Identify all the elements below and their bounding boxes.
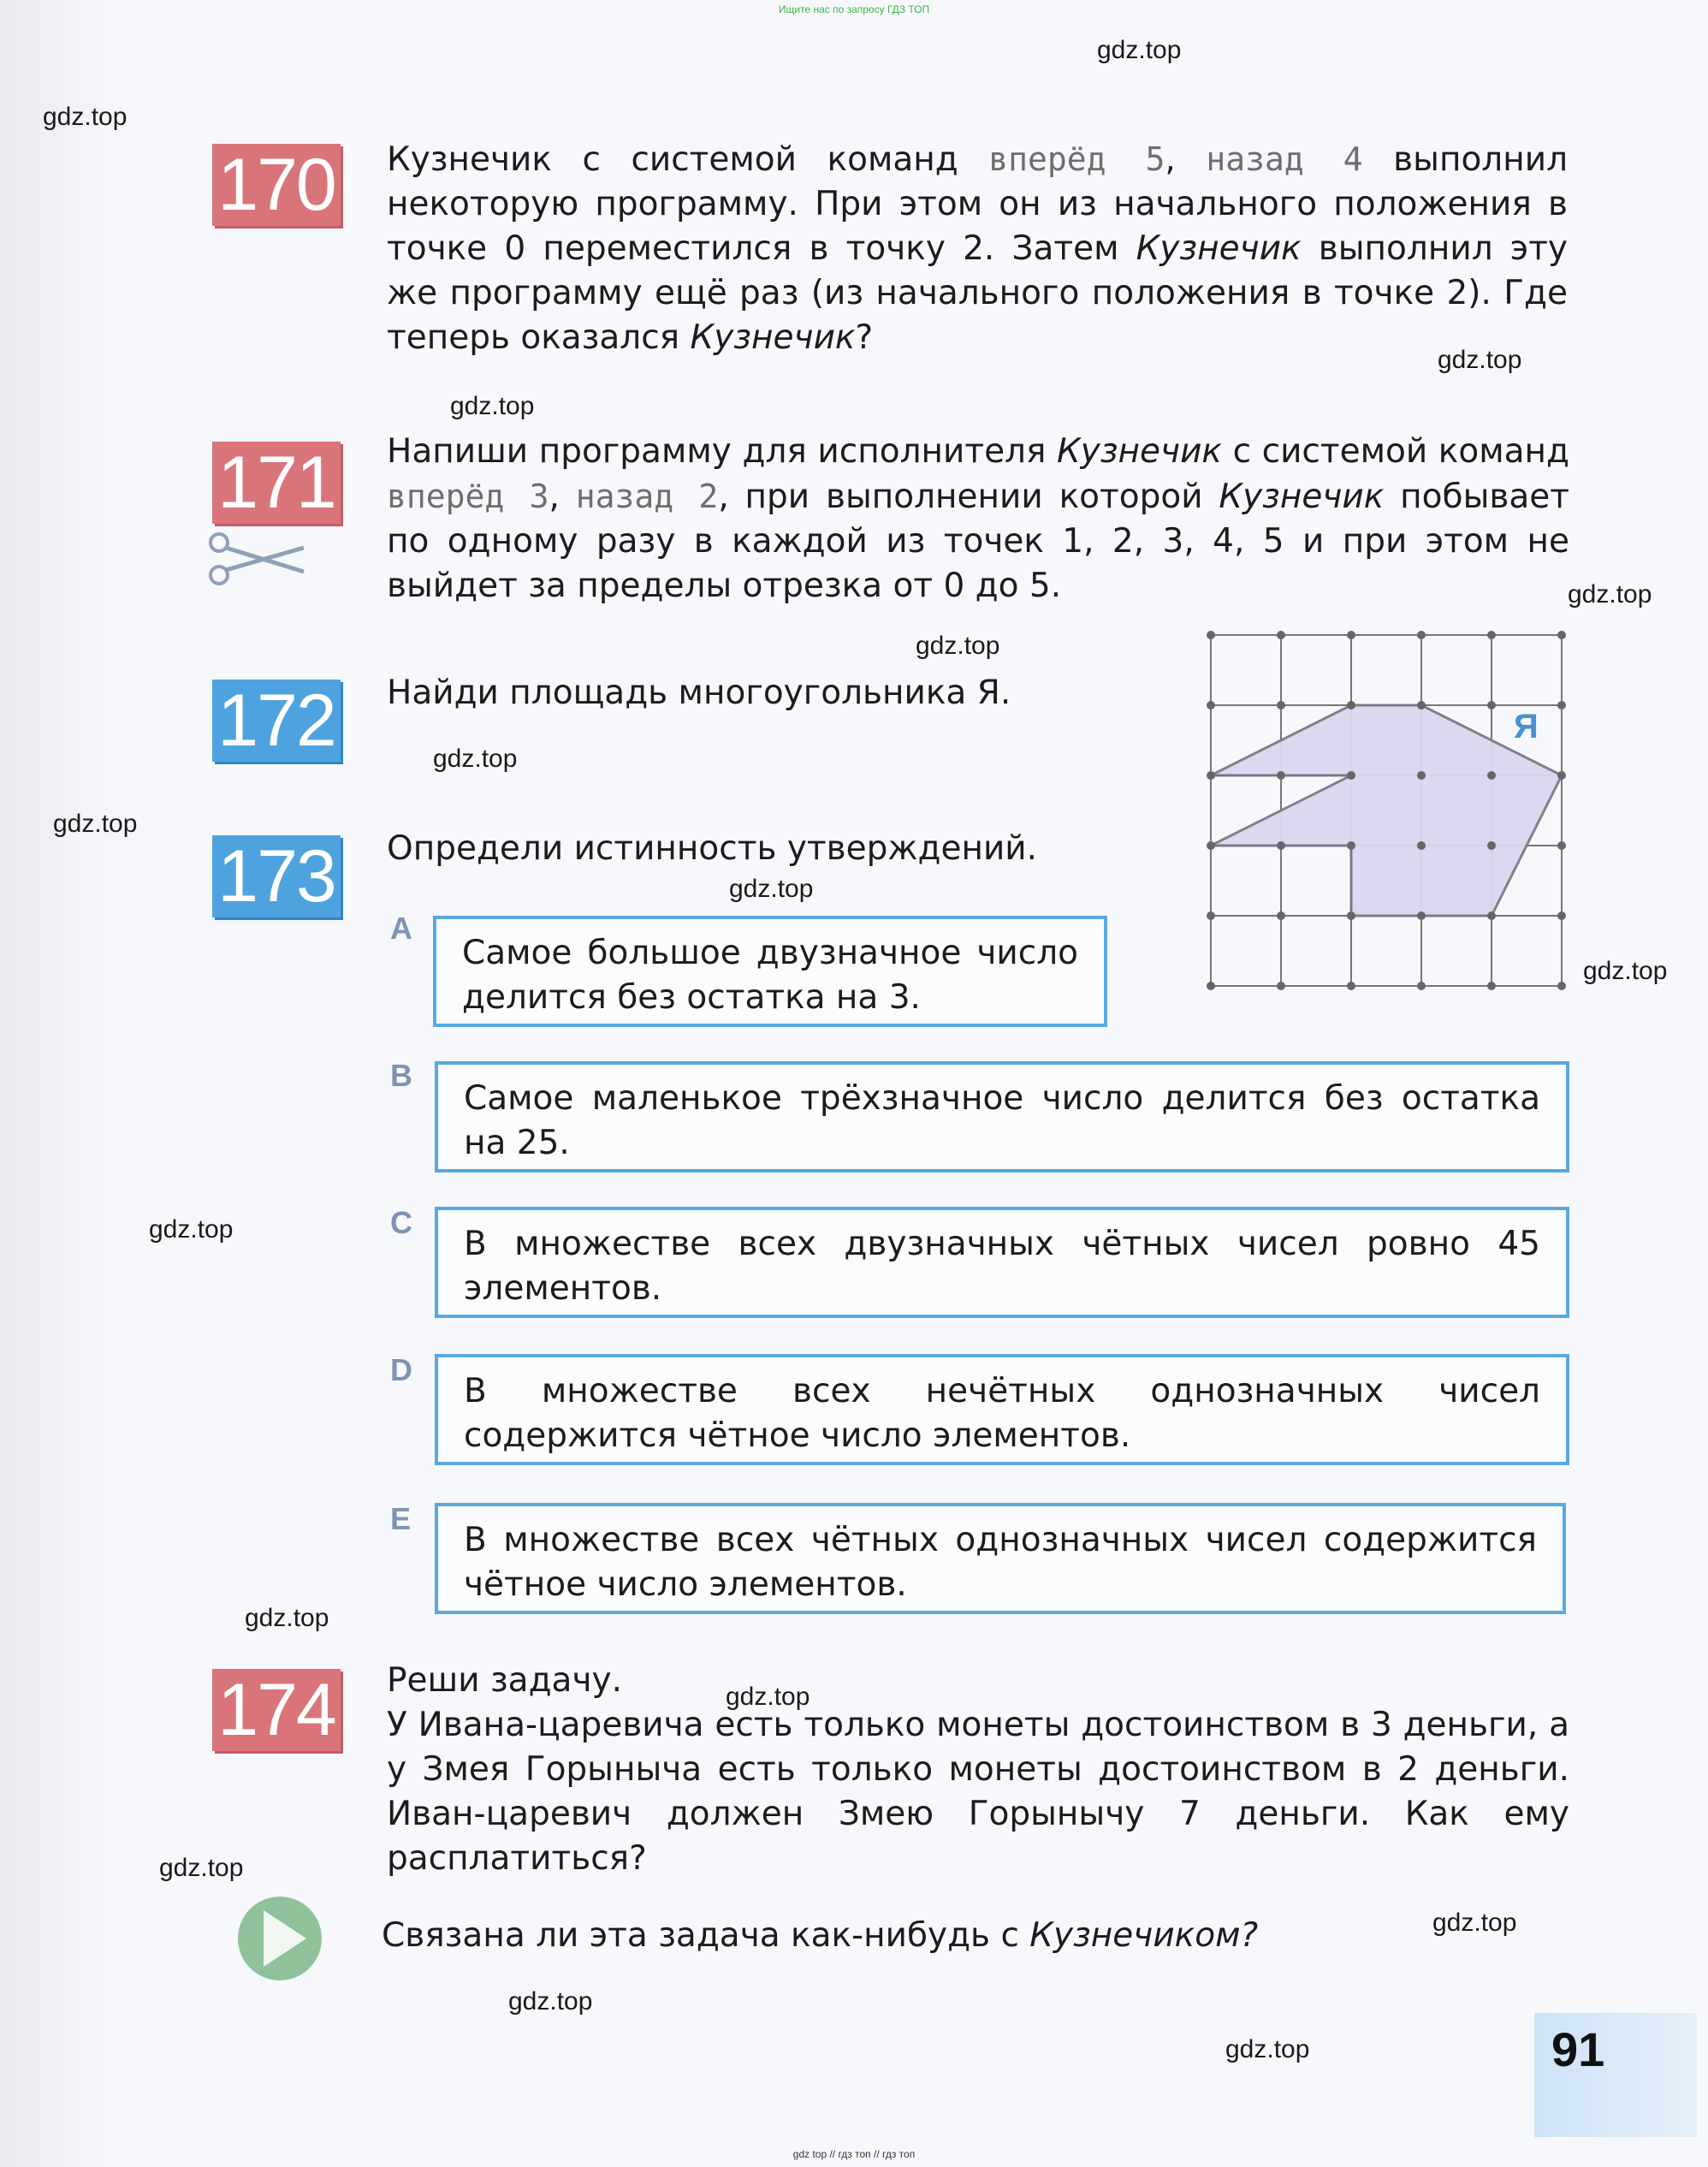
task-number-174: 174 (212, 1669, 341, 1751)
task-number-170: 170 (212, 144, 341, 226)
statement-box-a: Самое большое двузначное число делится без остатка на 3. (433, 916, 1107, 1027)
watermark: gdz.top (43, 103, 128, 131)
watermark: gdz.top (1225, 2035, 1310, 2063)
bottom-links[interactable]: gdz top // гдз топ // гдз топ (792, 2148, 916, 2160)
statement-box-c: В множестве всех двузначных чётных чисел ровно 45 элементов. (435, 1207, 1569, 1318)
page-gutter-shadow (0, 0, 197, 2167)
task-170-text (387, 137, 1568, 360)
statement-letter: A (390, 911, 412, 946)
statement-letter: C (390, 1205, 412, 1240)
executor-name: Кузнечиком? (1029, 1916, 1259, 1955)
watermark: gdz.top (729, 875, 814, 903)
text-segment: Связана ли эта задача как-нибудь с (382, 1916, 1030, 1955)
watermark: gdz.top (433, 745, 518, 773)
executor-name: Кузнечик (1136, 229, 1302, 268)
scissors-icon (205, 529, 308, 589)
statement-box-e: В множестве всех чётных однозначных чисел содержится чётное число элементов. (435, 1503, 1566, 1614)
polygon-label: Я (1514, 708, 1539, 745)
task-174-question (382, 1914, 1494, 1958)
command: вперёд 5 (988, 140, 1165, 178)
watermark: gdz.top (245, 1604, 329, 1632)
executor-name: Кузнечик (690, 318, 856, 357)
text-segment: , (1165, 140, 1207, 179)
task-number-171: 171 (212, 442, 341, 524)
text-segment: ? (855, 318, 874, 357)
task-173-text: Определи истинность утверждений. (387, 829, 1038, 868)
watermark: gdz.top (1438, 346, 1522, 374)
watermark: gdz.top (916, 632, 1000, 660)
text-segment: выполнил эту же программу ещё раз (из начального положения в точке 2). Где теперь оказался (387, 229, 1568, 357)
text-segment: Кузнечик с системой команд (387, 140, 989, 179)
statement-letter: D (390, 1352, 412, 1387)
task-174-heading: Реши задачу. (387, 1661, 622, 1700)
task-171-text (387, 430, 1569, 609)
polygon-ya (1211, 705, 1562, 916)
watermark: gdz.top (1097, 36, 1182, 64)
page-number: 91 (1551, 2022, 1605, 2076)
top-search-link[interactable]: Ищите нас по запросу ГДЗ ТОП (778, 3, 930, 15)
text-segment: выполнил некоторую программу. При этом он из начального положения в точке 0 переместился в точку 2. Затем (387, 140, 1569, 268)
text-segment: , при выполнении которой (718, 478, 1219, 516)
task-number-172: 172 (212, 680, 341, 762)
watermark: gdz.top (1583, 957, 1668, 985)
task-174-text: У Ивана-царевича есть только монеты достоинством в 3 деньги, а у Змея Горыныча есть только монеты достоинством в 2 деньги. Иван-царевич должен Змею Горынычу 7 деньги. Как ему расплатиться? (387, 1706, 1569, 1878)
statement-letter: E (390, 1501, 412, 1536)
watermark: gdz.top (1568, 580, 1652, 609)
command: назад 2 (575, 478, 719, 515)
play-arrow-icon (238, 1897, 322, 1980)
executor-name: Кузнечик (1219, 478, 1385, 516)
watermark: gdz.top (159, 1854, 244, 1882)
statement-box-b: Самое маленькое трёхзначное число делится без остатка на 25. (435, 1061, 1569, 1173)
watermark: gdz.top (450, 392, 535, 420)
watermark: gdz.top (1432, 1909, 1517, 1937)
task-172-text: Найди площадь многоугольника Я. (387, 674, 1011, 712)
polygon-grid-figure (1202, 626, 1579, 994)
page-number-tab (1534, 2013, 1697, 2137)
text-segment: , (549, 478, 576, 516)
watermark: gdz.top (149, 1215, 234, 1244)
executor-name: Кузнечик (1057, 432, 1222, 471)
task-number-173: 173 (212, 835, 341, 917)
statement-letter: B (390, 1058, 412, 1093)
watermark: gdz.top (53, 810, 138, 838)
watermark: gdz.top (508, 1987, 593, 2016)
text-segment: побывает по одному разу в каждой из точек 1, 2, 3, 4, 5 и при этом не выйдет за пределы отрезка от 0 до 5. (387, 478, 1569, 605)
watermark: gdz.top (726, 1683, 810, 1711)
text-segment: Напиши программу для исполнителя (387, 432, 1058, 471)
text-segment: с системой команд (1222, 432, 1570, 471)
command: вперёд 3 (387, 478, 549, 515)
statement-box-d: В множестве всех нечётных однозначных чисел содержится чётное число элементов. (435, 1354, 1569, 1465)
command: назад 4 (1206, 140, 1363, 178)
